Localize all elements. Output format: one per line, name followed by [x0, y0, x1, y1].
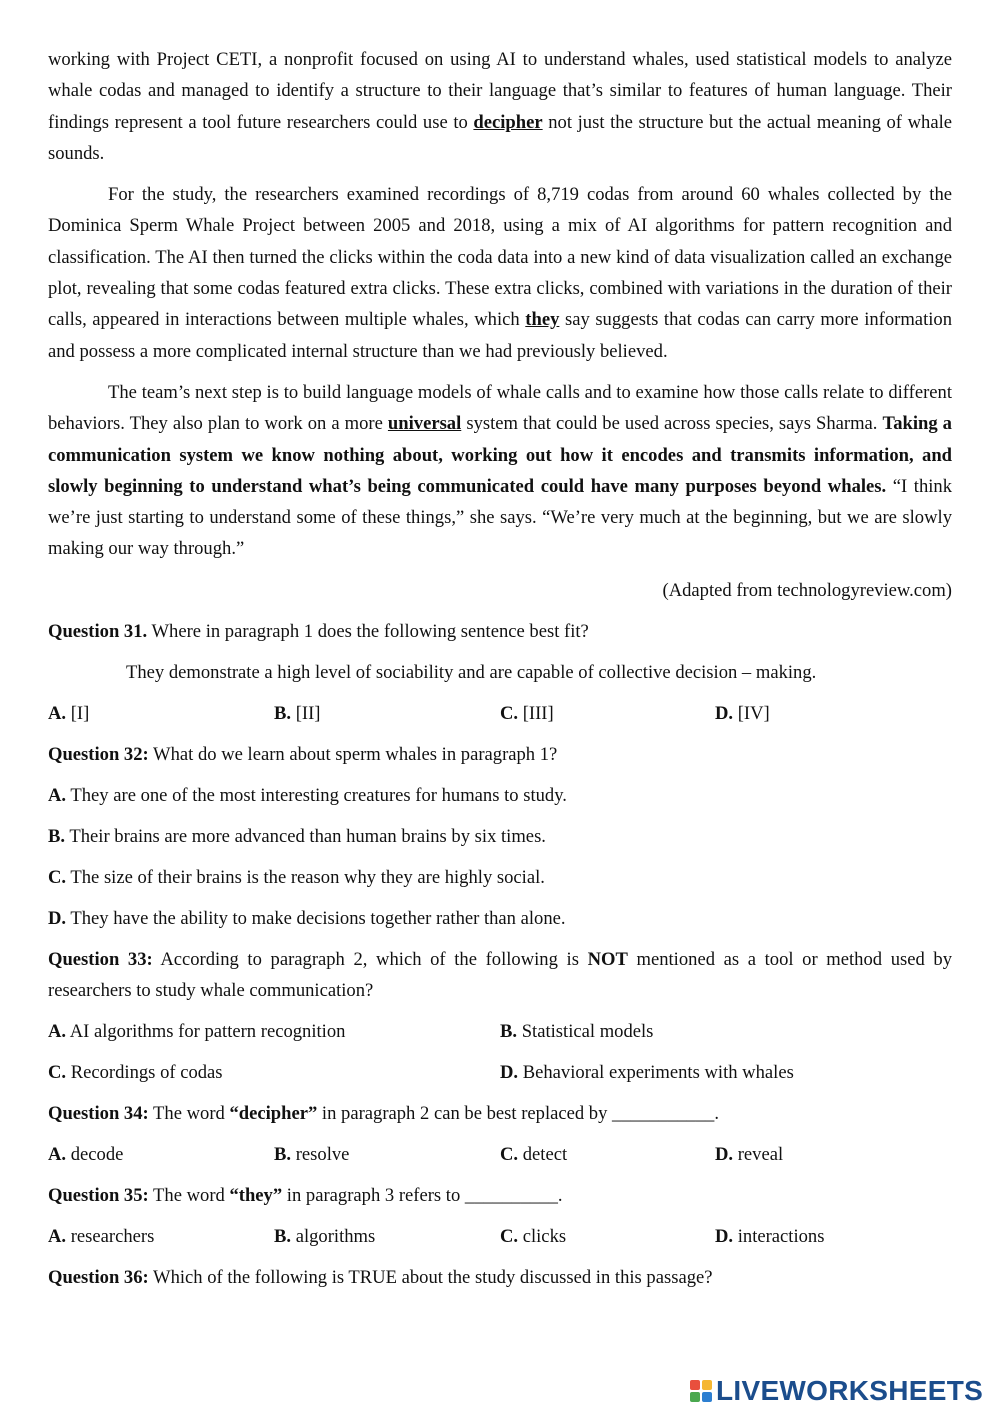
option-letter: A. — [48, 1225, 67, 1247]
option-letter: C. — [500, 1143, 519, 1165]
logo-square-red — [690, 1380, 700, 1390]
q35-option-d[interactable] — [715, 1221, 941, 1252]
option-letter: A. — [48, 1143, 67, 1165]
option-letter: A. — [48, 702, 67, 724]
question-34-label: Question 34: — [48, 1102, 149, 1124]
q32-option-d[interactable] — [48, 903, 952, 934]
q33-option-d[interactable] — [500, 1057, 952, 1088]
option-letter: B. — [274, 1143, 292, 1165]
question-31-text: Where in paragraph 1 does the following sentence best fit? — [147, 620, 589, 642]
q32-option-c[interactable] — [48, 862, 952, 893]
option-text: reveal — [733, 1143, 784, 1165]
q35-option-a[interactable] — [48, 1221, 274, 1252]
option-text: [I] — [66, 702, 90, 724]
q31-option-a[interactable] — [48, 698, 274, 729]
logo-square-blue — [702, 1392, 712, 1402]
question-35-label: Question 35: — [48, 1184, 149, 1206]
option-letter: D. — [48, 907, 67, 929]
q34-option-a[interactable] — [48, 1139, 274, 1170]
question-31-insert-sentence: They demonstrate a high level of sociability and are capable of collective decision – making. — [126, 661, 817, 683]
question-33 — [48, 944, 952, 1006]
logo-square-green — [690, 1392, 700, 1402]
option-text: Statistical models — [517, 1020, 654, 1042]
option-letter: C. — [48, 866, 67, 888]
question-33-label: Question 33: — [48, 948, 153, 970]
q32-option-a[interactable] — [48, 780, 952, 811]
option-text: resolve — [291, 1143, 350, 1165]
q35-option-b[interactable] — [274, 1221, 500, 1252]
liveworksheets-logo — [690, 1376, 983, 1406]
option-letter: D. — [715, 1143, 734, 1165]
option-text: Their brains are more advanced than human brains by six times. — [65, 825, 546, 847]
option-letter: B. — [48, 825, 66, 847]
question-34-keyword: “decipher” — [229, 1102, 318, 1124]
q34-option-d[interactable] — [715, 1139, 941, 1170]
question-31-options — [48, 698, 952, 729]
worksheet-page — [48, 44, 952, 1303]
option-letter: B. — [500, 1020, 518, 1042]
question-35 — [48, 1180, 952, 1211]
question-33-options-row-1 — [48, 1016, 952, 1047]
question-31 — [48, 616, 952, 647]
question-32-label: Question 32: — [48, 743, 149, 765]
question-32 — [48, 739, 952, 770]
p3-text-middle: system that could be used across species, says Sharma. — [461, 413, 883, 435]
option-text: detect — [518, 1143, 568, 1165]
q31-option-d[interactable] — [715, 698, 941, 729]
keyword-they: they — [525, 309, 560, 331]
option-letter: B. — [274, 1225, 292, 1247]
question-35-text-end: in paragraph 3 refers to __________. — [282, 1184, 563, 1206]
option-letter: D. — [715, 1225, 734, 1247]
option-letter: D. — [500, 1061, 519, 1083]
q31-option-b[interactable] — [274, 698, 500, 729]
option-letter: C. — [48, 1061, 67, 1083]
question-34-options — [48, 1139, 952, 1170]
question-35-keyword: “they” — [229, 1184, 283, 1206]
p3-text-start: The team’s next step is to build language models of whale calls and to examine how those calls relate to different behaviors. They also plan to work on a more — [48, 381, 952, 435]
keyword-decipher: decipher — [473, 111, 543, 133]
p1-text-end: not just the structure but the actual meaning of whale sounds. — [48, 111, 952, 164]
question-34 — [48, 1098, 952, 1129]
q35-option-c[interactable] — [500, 1221, 715, 1252]
option-letter: B. — [274, 702, 292, 724]
p3-text-end: “I think we’re just starting to understand some of these things,” she says. “We’re very much at the beginning, but we are slowly making our way through.” — [48, 475, 952, 560]
q32-option-b[interactable] — [48, 821, 952, 852]
question-33-emphasis: NOT — [587, 948, 628, 970]
question-32-text: What do we learn about sperm whales in paragraph 1? — [148, 743, 558, 765]
question-33-text-start: According to paragraph 2, which of the following is — [152, 948, 588, 970]
q33-option-c[interactable] — [48, 1057, 500, 1088]
question-31-label: Question 31. — [48, 620, 148, 642]
question-33-text-end: mentioned as a tool or method used by researchers to study whale communication? — [48, 948, 953, 1001]
option-text: researchers — [66, 1225, 155, 1247]
p2-text-end: say suggests that codas can carry more information and possess a more complicated internal structure than we had previously believed. — [48, 309, 952, 362]
option-letter: A. — [48, 1020, 67, 1042]
question-35-text-start: The word — [148, 1184, 230, 1206]
passage-paragraph-2 — [48, 179, 952, 367]
option-text: They are one of the most interesting creatures for humans to study. — [66, 784, 567, 806]
q34-option-c[interactable] — [500, 1139, 715, 1170]
liveworksheets-logo-text: LIVEWORKSHEETS — [716, 1375, 984, 1406]
logo-square-yellow — [702, 1380, 712, 1390]
option-text: decode — [66, 1143, 124, 1165]
question-36-text: Which of the following is TRUE about the study discussed in this passage? — [148, 1266, 713, 1288]
q34-option-b[interactable] — [274, 1139, 500, 1170]
q33-option-a[interactable] — [48, 1016, 500, 1047]
option-text: [III] — [518, 702, 554, 724]
question-35-options — [48, 1221, 952, 1252]
option-text: AI algorithms for pattern recognition — [66, 1020, 346, 1042]
option-text: interactions — [733, 1225, 825, 1247]
question-34-text-start: The word — [148, 1102, 230, 1124]
question-36-label: Question 36: — [48, 1266, 149, 1288]
passage-paragraph-3 — [48, 377, 952, 565]
source-citation: (Adapted from technologyreview.com) — [662, 579, 952, 601]
option-letter: A. — [48, 784, 67, 806]
option-text: clicks — [518, 1225, 567, 1247]
keyword-universal: universal — [387, 413, 462, 435]
q33-option-b[interactable] — [500, 1016, 952, 1047]
question-33-options-row-2 — [48, 1057, 952, 1088]
option-letter: D. — [715, 702, 734, 724]
p1-text-start: working with Project CETI, a nonprofit focused on using AI to understand whales, used statistical models to analyze whale codas and managed to identify a structure to their language that’s similar to features of human language. Their findings represent a tool future researchers could use to — [48, 49, 952, 133]
option-text: [II] — [291, 702, 321, 724]
question-36 — [48, 1262, 952, 1293]
option-text: Behavioral experiments with whales — [518, 1061, 794, 1083]
option-text: They have the ability to make decisions together rather than alone. — [66, 907, 566, 929]
option-letter: C. — [500, 1225, 519, 1247]
passage-paragraph-1 — [48, 44, 952, 169]
option-letter: C. — [500, 702, 519, 724]
p3-bold-sentence: Taking a communication system we know nothing about, working out how it encodes and transmits information, and slowly beginning to understand what’s being communicated could have many purposes beyond whales. — [48, 413, 952, 497]
option-text: The size of their brains is the reason why they are highly social. — [66, 866, 545, 888]
q31-option-c[interactable] — [500, 698, 715, 729]
liveworksheets-logo-icon — [690, 1380, 712, 1402]
option-text: algorithms — [291, 1225, 376, 1247]
question-34-text-end: in paragraph 2 can be best replaced by ___________. — [317, 1102, 719, 1124]
option-text: [IV] — [733, 702, 770, 724]
p2-text-start: For the study, the researchers examined recordings of 8,719 codas from around 60 whales collected by the Dominica Sperm Whale Project between 2005 and 2018, using a mix of AI algorithms for pattern recognition and classification. The AI then turned the clicks within the coda data into a new kind of data visualization called an exchange plot, revealing that some codas featured extra clicks. These extra clicks, combined with variations in the duration of their calls, appeared in interactions between multiple whales, which — [48, 184, 952, 331]
option-text: Recordings of codas — [66, 1061, 223, 1083]
